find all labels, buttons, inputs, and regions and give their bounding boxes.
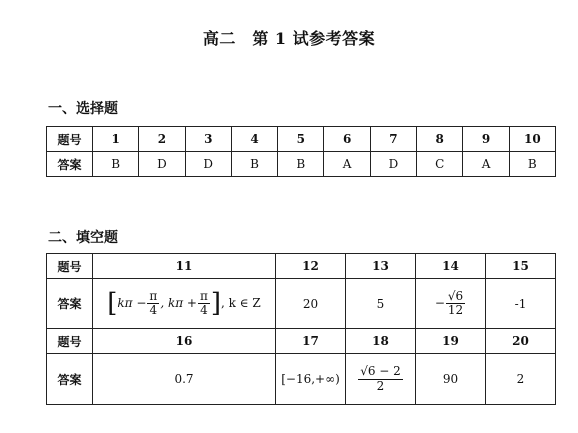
fraction-denominator: 12 <box>447 303 464 317</box>
fill-in-answer-table <box>46 253 556 405</box>
question-number-cell: 16 <box>93 329 276 354</box>
question-number-cell: 12 <box>276 254 346 279</box>
answer-row <box>47 152 556 177</box>
fraction <box>358 365 403 392</box>
answer-cell-15: -1 <box>486 279 556 329</box>
question-number-cell: 1 <box>93 127 139 152</box>
question-number-cell: 8 <box>417 127 463 152</box>
question-number-cell: 6 <box>324 127 370 152</box>
answer-cell: B <box>509 152 555 177</box>
fraction <box>198 290 210 317</box>
answer-cell-11 <box>93 279 276 329</box>
answer-cell: C <box>417 152 463 177</box>
question-number-cell: 20 <box>486 329 556 354</box>
multiple-choice-answer-table <box>46 126 556 177</box>
fraction-denominator: 4 <box>149 303 158 317</box>
question-number-cell: 3 <box>185 127 231 152</box>
right-bracket: ] <box>210 288 222 319</box>
interval-formula <box>107 288 261 319</box>
section-fill-in-heading: 二、填空题 <box>48 230 118 246</box>
question-number-cell: 10 <box>509 127 555 152</box>
question-number-cell: 13 <box>346 254 416 279</box>
question-number-cell: 14 <box>416 254 486 279</box>
answer-cell-12: 20 <box>276 279 346 329</box>
answer-label-cell: 答案 <box>47 152 93 177</box>
fraction-denominator: 2 <box>376 378 385 393</box>
answer-cell: A <box>324 152 370 177</box>
question-number-cell: 4 <box>231 127 277 152</box>
question-label-cell: 题号 <box>47 329 93 354</box>
question-number-cell: 15 <box>486 254 556 279</box>
question-label-cell: 题号 <box>47 127 93 152</box>
question-number-row <box>47 254 556 279</box>
section-multiple-choice-heading: 一、选择题 <box>48 101 118 117</box>
fraction-formula <box>357 364 404 393</box>
question-number-cell: 18 <box>346 329 416 354</box>
answer-cell: D <box>185 152 231 177</box>
fraction-formula <box>434 288 466 317</box>
formula-term: , kπ + <box>160 296 197 310</box>
fraction <box>147 290 159 317</box>
question-number-cell: 19 <box>416 329 486 354</box>
answer-cell: B <box>231 152 277 177</box>
formula-term: kπ − <box>117 296 147 310</box>
answer-label-cell: 答案 <box>47 354 93 405</box>
formula-tail: , k ∈ Z <box>221 296 261 310</box>
answer-label-cell: 答案 <box>47 279 93 329</box>
answer-cell-13: 5 <box>346 279 416 329</box>
fraction <box>446 290 465 317</box>
answer-cell: A <box>463 152 509 177</box>
answer-cell-19: 90 <box>416 354 486 405</box>
minus-sign: − <box>434 296 445 310</box>
question-number-cell: 2 <box>139 127 185 152</box>
question-number-cell: 17 <box>276 329 346 354</box>
left-bracket: [ <box>107 288 118 319</box>
fraction-numerator: π <box>149 288 158 303</box>
question-label-cell: 题号 <box>47 254 93 279</box>
answer-cell-16: 0.7 <box>93 354 276 405</box>
question-number-row <box>47 329 556 354</box>
answer-cell: B <box>93 152 139 177</box>
fraction-denominator: 4 <box>200 303 208 317</box>
question-number-row <box>47 127 556 152</box>
answer-cell: D <box>139 152 185 177</box>
question-number-cell: 9 <box>463 127 509 152</box>
answer-row <box>47 354 556 405</box>
answer-cell: B <box>278 152 324 177</box>
fraction-numerator: π <box>199 288 208 303</box>
answer-cell-20: 2 <box>486 354 556 405</box>
question-number-cell: 11 <box>93 254 276 279</box>
fraction-numerator: √6 − 2 <box>360 364 401 379</box>
answer-cell-18 <box>346 354 416 405</box>
answer-cell: D <box>370 152 416 177</box>
question-number-cell: 7 <box>370 127 416 152</box>
fraction-numerator: √6 <box>447 288 464 303</box>
question-number-cell: 5 <box>278 127 324 152</box>
answer-row <box>47 279 556 329</box>
answer-cell-14 <box>416 279 486 329</box>
answer-cell-17: [−16,+∞) <box>276 354 346 405</box>
page-title: 高二 第 1 试参考答案 <box>202 29 376 48</box>
